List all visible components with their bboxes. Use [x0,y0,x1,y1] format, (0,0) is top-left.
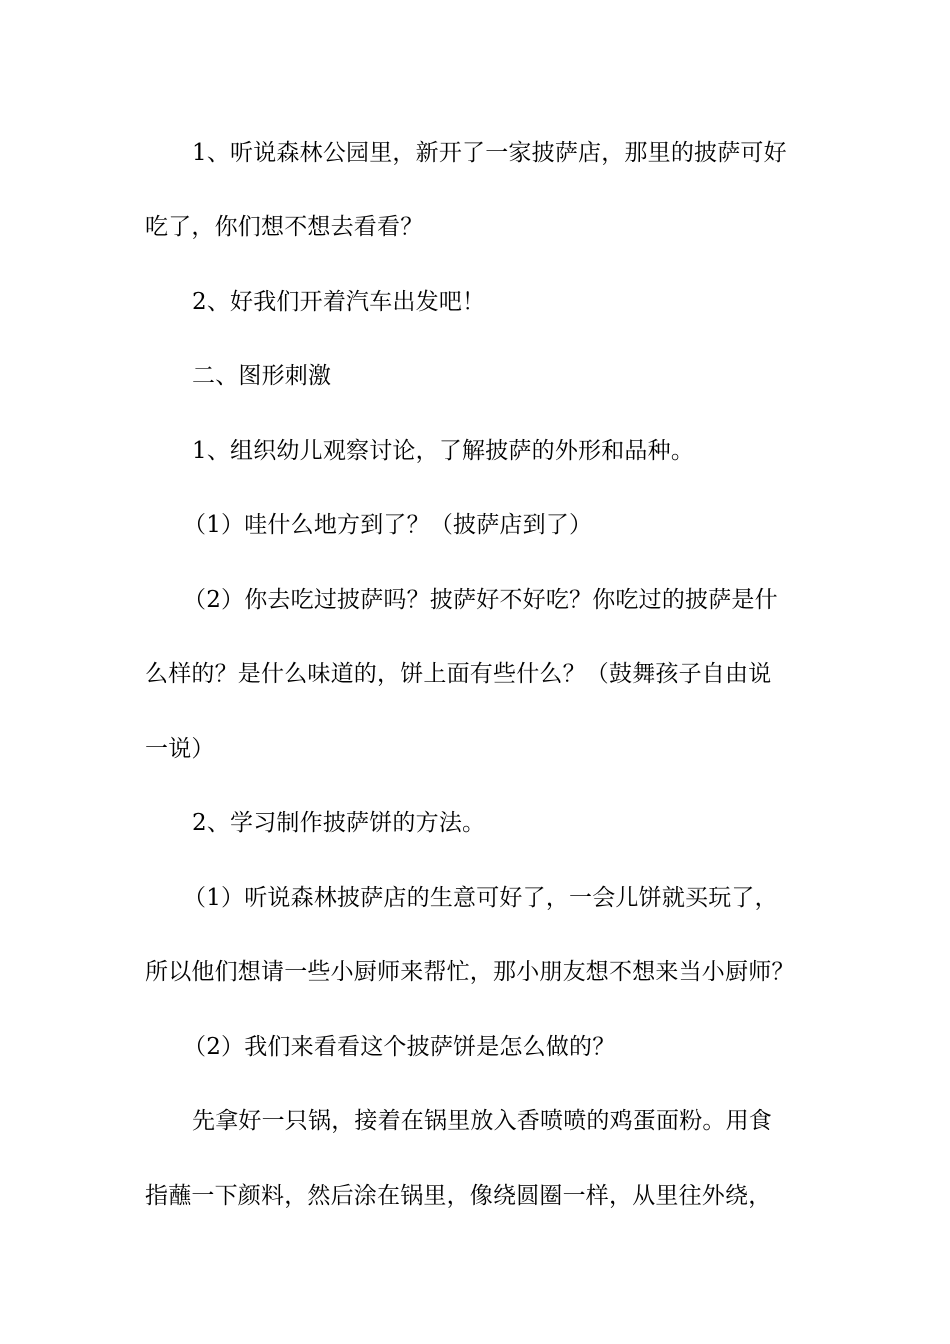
section-heading: 二、图形刺激 [192,363,332,389]
paragraph-line-15: 指蘸一下颜料，然后涂在锅里，像绕圆圈一样，从里往外绕， [145,1183,772,1209]
paragraph-line-14: 先拿好一只锅，接着在锅里放入香喷喷的鸡蛋面粉。用食 [192,1108,772,1134]
paragraph-line-8: 么样的？是什么味道的，饼上面有些什么？（鼓舞孩子自由说 [145,661,772,687]
paragraph-line-5: 1、组织幼儿观察讨论，了解披萨的外形和品种。 [192,438,695,464]
paragraph-line-13: （2）我们来看看这个披萨饼是怎么做的？ [183,1034,616,1060]
paragraph-line-2: 吃了，你们想不想去看看？ [145,214,424,240]
paragraph-line-11: （1）听说森林披萨店的生意可好了，一会儿饼就买玩了， [183,885,778,911]
paragraph-line-3: 2、好我们开着汽车出发吧！ [192,289,486,315]
paragraph-line-12: 所以他们想请一些小厨师来帮忙，那小朋友想不想来当小厨师？ [145,959,795,985]
paragraph-line-1: 1、听说森林公园里，新开了一家披萨店，那里的披萨可好 [192,140,787,166]
paragraph-line-7: （2）你去吃过披萨吗？披萨好不好吃？你吃过的披萨是什 [183,587,778,613]
paragraph-line-6: （1）哇什么地方到了？（披萨店到了） [183,512,593,538]
paragraph-line-10: 2、学习制作披萨饼的方法。 [192,810,486,836]
paragraph-line-9: 一说） [145,736,215,762]
